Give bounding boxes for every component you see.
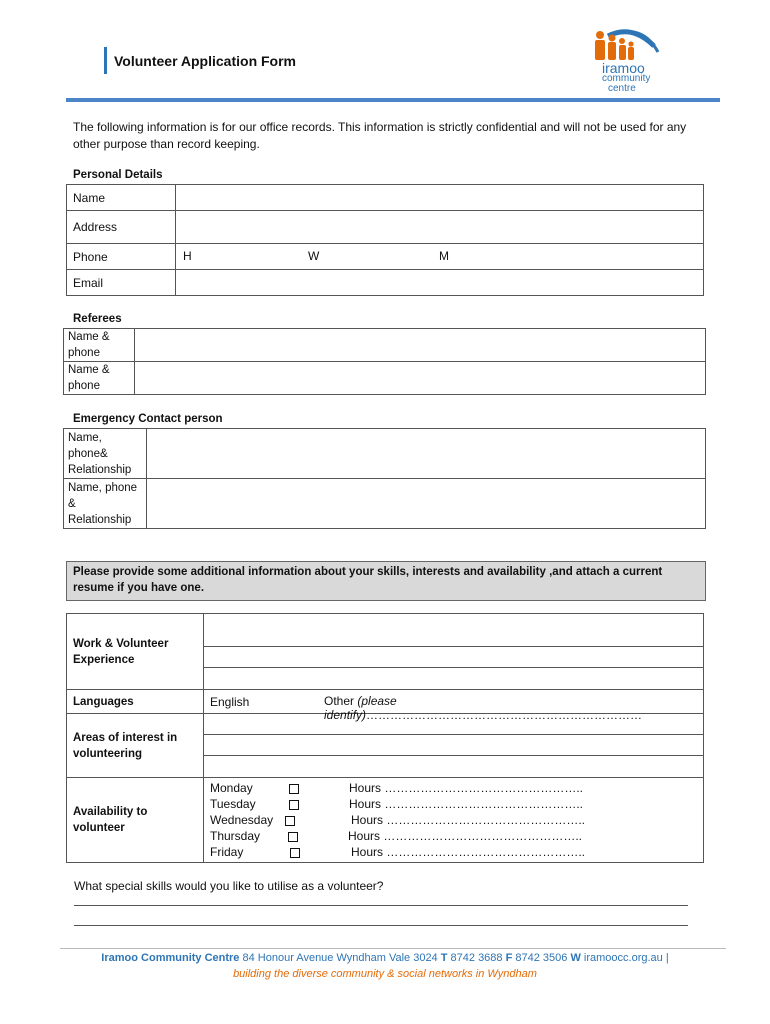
interests-field[interactable] [204, 714, 704, 778]
logo-text-iramoo: iramoo [602, 60, 645, 76]
emergency-1-label: Name, phone& Relationship [64, 429, 147, 479]
special-skills-question: What special skills would you like to utilise as a volunteer? [74, 879, 384, 893]
header-rule [66, 98, 720, 102]
availability-row-monday: Monday Hours ………………………………………….. [210, 781, 584, 795]
logo-text-community: community [602, 73, 651, 84]
email-field[interactable] [176, 270, 704, 296]
address-label: Address [67, 211, 176, 244]
monday-checkbox[interactable] [289, 784, 299, 794]
intro-text: The following information is for our office records. This information is strictly confidential and will not be used for any other purpose than record keeping. [73, 120, 687, 151]
availability-field [204, 778, 704, 863]
skills-table [66, 613, 704, 863]
email-label: Email [67, 270, 176, 296]
languages-field[interactable] [204, 690, 704, 722]
emergency-heading: Emergency Contact person [73, 413, 223, 425]
additional-info-notice: Please provide some additional information about your skills, interests and availability ,and attach a current resume if you have one. [66, 561, 706, 601]
page-title: Volunteer Application Form [114, 53, 297, 69]
availability-row-friday: Friday Hours ………………………………………….. [210, 845, 586, 859]
phone-home-label: H [183, 249, 192, 263]
emergency-2-label: Name, phone & Relationship [64, 479, 147, 529]
availability-row-wednesday: Wednesday Hours ………………………………………….. [210, 813, 586, 827]
tuesday-hours[interactable]: Hours ………………………………………….. [349, 797, 584, 811]
availability-row-tuesday: Tuesday Hours ………………………………………….. [210, 797, 584, 811]
referee-1-label: Name & phone [64, 329, 135, 362]
referees-table [63, 328, 706, 395]
interests-label: Areas of interest in volunteering [67, 714, 204, 778]
tuesday-checkbox[interactable] [289, 800, 299, 810]
referees-heading: Referees [73, 313, 122, 325]
availability-row-thursday: Thursday Hours ………………………………………….. [210, 829, 583, 843]
friday-hours[interactable]: Hours ………………………………………….. [351, 845, 586, 859]
language-english: English [210, 694, 250, 709]
referee-2-label: Name & phone [64, 362, 135, 395]
footer-tagline: building the diverse community & social networks in Wyndham [233, 968, 537, 980]
emergency-1-field[interactable] [147, 429, 706, 479]
phone-mobile-label: M [439, 249, 449, 263]
name-field[interactable] [176, 185, 704, 211]
referee-1-field[interactable] [135, 329, 706, 362]
phone-work-label: W [308, 249, 320, 263]
footer-rule [60, 948, 726, 949]
personal-details-heading: Personal Details [73, 169, 163, 181]
wednesday-hours[interactable]: Hours ………………………………………….. [351, 813, 586, 827]
work-experience-label: Work & Volunteer Experience [67, 614, 204, 690]
languages-label: Languages [67, 690, 204, 714]
friday-checkbox[interactable] [290, 848, 300, 858]
phone-field[interactable] [176, 244, 704, 270]
wednesday-checkbox[interactable] [285, 816, 295, 826]
personal-details-table [66, 184, 704, 296]
thursday-hours[interactable]: Hours ………………………………………….. [348, 829, 583, 843]
special-skills-line-1[interactable] [74, 893, 688, 906]
language-other: Other (please identify)…………………………………………………………… [324, 694, 643, 722]
phone-label: Phone [67, 244, 176, 270]
monday-hours[interactable]: Hours ………………………………………….. [349, 781, 584, 795]
thursday-checkbox[interactable] [288, 832, 298, 842]
emergency-2-field[interactable] [147, 479, 706, 529]
work-experience-field[interactable] [204, 614, 704, 690]
footer-contact: Iramoo Community Centre 84 Honour Avenue Wyndham Vale 3024 T 8742 3688 F 8742 3506 W iramoocc.org.au | [101, 952, 669, 964]
logo [586, 26, 666, 96]
address-field[interactable] [176, 211, 704, 244]
title-accent-bar [104, 47, 107, 74]
availability-label: Availability to volunteer [67, 778, 204, 863]
referee-2-field[interactable] [135, 362, 706, 395]
name-label: Name [67, 185, 176, 211]
logo-text-centre: centre [608, 83, 636, 94]
special-skills-line-2[interactable] [74, 913, 688, 926]
availability-list [210, 780, 697, 860]
emergency-table [63, 428, 706, 529]
